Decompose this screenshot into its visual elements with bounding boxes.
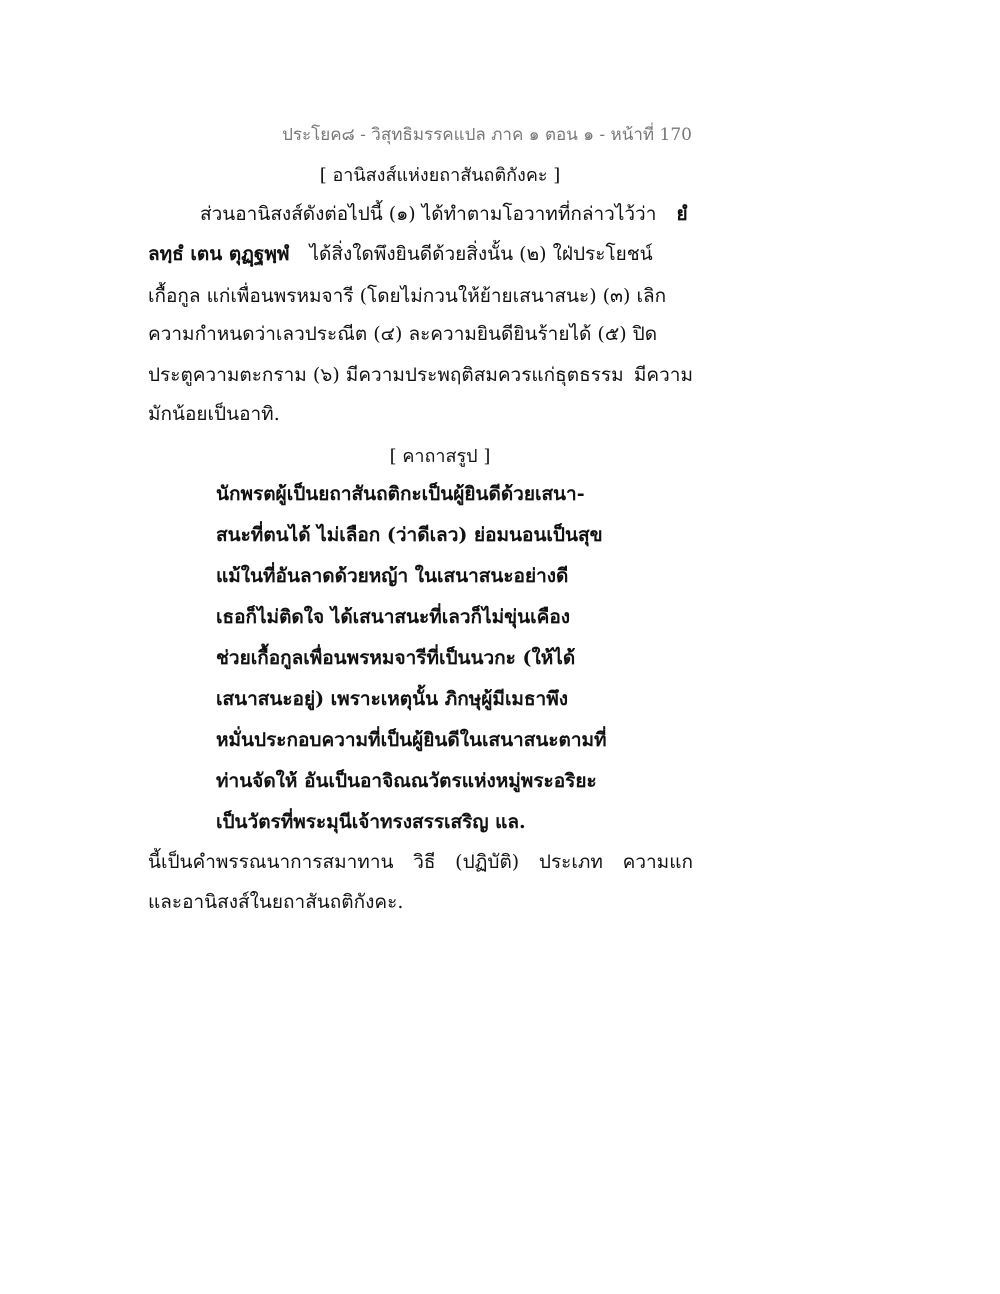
paragraph-line-3: เกื้อกูล แก่เพื่อนพรหมจารี (โดยไม่กวนให้ย้ายเสนาสนะ) (๓) เลิก bbox=[148, 285, 667, 307]
paragraph-text: ประตูความตะกราม (๖) มีความประพฤติสมควรแก่ธุตธรรม bbox=[148, 364, 624, 386]
verse-line: เสนาสนะอยู่) เพราะเหตุนั้น ภิกษุผู้มีเมธาพึง bbox=[216, 688, 569, 710]
paragraph-text: ส่วนอานิสงส์ดังต่อไปนี้ (๑) ได้ทำตามโอวาทที่กล่าวไว้ว่า bbox=[200, 203, 657, 225]
verse-line: หมั่นประกอบความที่เป็นผู้ยินดีในเสนาสนะตามที่ bbox=[216, 729, 607, 751]
closing-line-1 bbox=[148, 848, 693, 876]
verse-line: สนะที่ตนได้ ไม่เลือก (ว่าดีเลว) ย่อมนอนเป็นสุข bbox=[216, 524, 603, 546]
closing-line-2: และอานิสงส์ในยถาสันถติกังคะ. bbox=[148, 891, 404, 913]
closing-word: วิธี bbox=[413, 851, 436, 873]
verse-line: แม้ในที่อันลาดด้วยหญ้า ในเสนาสนะอย่างดี bbox=[216, 565, 569, 587]
pali-term: ยํ bbox=[676, 203, 688, 225]
running-header: ประโยค๘ - วิสุทธิมรรคแปล ภาค ๑ ตอน ๑ - หน้าที่ 170 bbox=[282, 125, 692, 145]
verse-line: เธอก็ไม่ติดใจ ได้เสนาสนะที่เลวก็ไม่ขุ่นเคือง bbox=[216, 606, 571, 628]
closing-word: ความแก bbox=[622, 851, 693, 873]
pali-phrase: ลทฺธํ เตน ตุฏฺฐพฺพํ bbox=[148, 243, 290, 265]
verse-line: ท่านจัดให้ อันเป็นอาจิณณวัตรแห่งหมู่พระอริยะ bbox=[216, 770, 597, 792]
paragraph-text: ได้สิ่งใดพึงยินดีด้วยสิ่งนั้น (๒) ใฝ่ประโยชน์ bbox=[309, 243, 653, 265]
closing-word: (ปฏิบัติ) bbox=[455, 851, 520, 873]
section-heading-verse: [ คาถาสรูป ] bbox=[389, 446, 491, 467]
section-heading-benefits: [ อานิสงส์แห่งยถาสันถติกังคะ ] bbox=[319, 165, 561, 186]
closing-word: ประเภท bbox=[538, 851, 603, 873]
paragraph-line-6: มักน้อยเป็นอาทิ. bbox=[148, 403, 280, 425]
paragraph-line-2 bbox=[148, 240, 653, 268]
verse-line: นักพรตผู้เป็นยถาสันถติกะเป็นผู้ยินดีด้วยเสนา- bbox=[216, 483, 585, 505]
closing-word: นี้เป็นคำพรรณนาการสมาทาน bbox=[148, 851, 394, 873]
verse-line: ช่วยเกื้อกูลเพื่อนพรหมจารีที่เป็นนวกะ (ให้ได้ bbox=[216, 647, 576, 669]
paragraph-line-5 bbox=[148, 361, 693, 389]
paragraph-text: มีความ bbox=[633, 364, 693, 386]
verse-line: เป็นวัตรที่พระมุนีเจ้าทรงสรรเสริญ แล. bbox=[216, 811, 526, 833]
paragraph-line-1 bbox=[200, 200, 688, 228]
paragraph-line-4: ความกำหนดว่าเลวประณีต (๔) ละความยินดียินร้ายได้ (๕) ปิด bbox=[148, 323, 658, 345]
